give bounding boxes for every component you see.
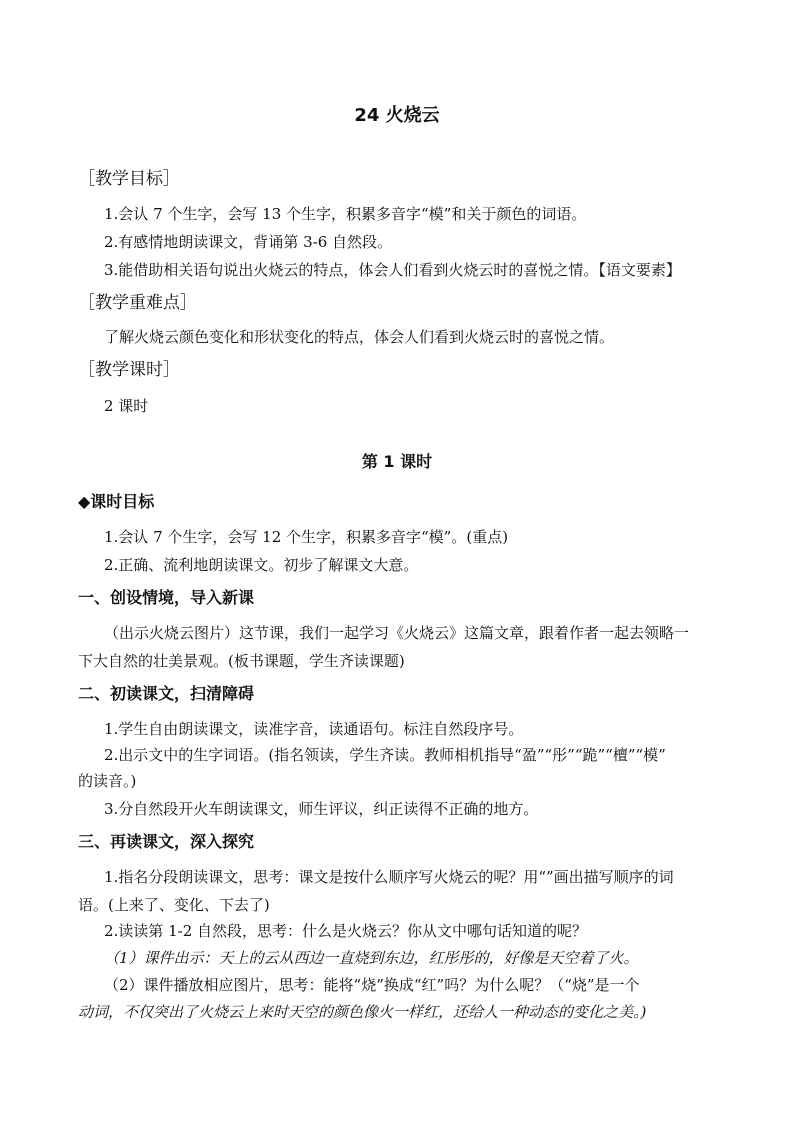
part3-line-5: （2）课件播放相应图片，思考：能将“烧”换成“红”吗？为什么呢？（“烧”是一个 (104, 976, 640, 994)
part3-line-4: （1）课件出示：天上的云从西边一直烧到东边，红彤彤的，好像是天空着了火。 (104, 949, 639, 967)
lesson-goal-1: 1.会认 7 个生字，会写 12 个生字，积累多音字“模”。(重点) (104, 528, 509, 546)
objective-item-3: 3.能借助相关语句说出火烧云的特点，体会人们看到火烧云时的喜悦之情。【语文要素】 (104, 261, 681, 279)
objective-item-1: 1.会认 7 个生字，会写 13 个生字，积累多音字“模”和关于颜色的词语。 (104, 205, 587, 223)
part1-line-1: （出示火烧云图片）这节课，我们一起学习《火烧云》这篇文章，跟着作者一起去领略一 (104, 624, 690, 642)
hours-text: 2 课时 (104, 397, 149, 415)
part3-line-2: 语。(上来了、变化、下去了) (78, 896, 270, 914)
part3-line-3: 2.读读第 1-2 自然段，思考：什么是火烧云？你从文中哪句话知道的呢？ (104, 922, 588, 940)
objective-item-2: 2.有感情地朗读课文，背诵第 3-6 自然段。 (104, 233, 393, 251)
lesson-goal-heading: ◆课时目标 (78, 492, 155, 511)
part2-line-2: 2.出示文中的生字词语。(指名领读，学生齐读。教师相机指导“盈”“彤”“跪”“檀”“模” (104, 746, 666, 764)
part3-line-6: 动词，不仅突出了火烧云上来时天空的颜色像火一样红，还给人一种动态的变化之美。) (78, 1003, 647, 1021)
key-points-heading: ［教学重难点］ (78, 293, 197, 313)
part2-heading: 二、初读课文，扫清障碍 (78, 684, 255, 703)
objectives-heading: ［教学目标］ (78, 169, 180, 189)
part2-line-4: 3.分自然段开火车朗读课文，师生评议，纠正读得不正确的地方。 (104, 800, 539, 818)
part1-line-2: 下大自然的壮美景观。(板书课题，学生齐读课题) (78, 652, 405, 670)
part3-line-1: 1.指名分段朗读课文，思考：课文是按什么顺序写火烧云的呢？用“”画出描写顺序的词 (104, 868, 674, 886)
part1-heading: 一、创设情境，导入新课 (78, 588, 255, 607)
part2-line-1: 1.学生自由朗读课文，读准字音，读通语句。标注自然段序号。 (104, 720, 524, 738)
lesson-title: 第 1 课时 (361, 452, 433, 471)
key-points-text: 了解火烧云颜色变化和形状变化的特点，体会人们看到火烧云时的喜悦之情。 (104, 328, 615, 346)
lesson-goal-2: 2.正确、流利地朗读课文。初步了解课文大意。 (104, 556, 419, 574)
part2-line-3: 的读音。) (78, 772, 137, 790)
page-title: 24 火烧云 (354, 105, 440, 126)
part3-heading: 三、再读课文，深入探究 (78, 832, 255, 851)
hours-heading: ［教学课时］ (78, 360, 180, 380)
